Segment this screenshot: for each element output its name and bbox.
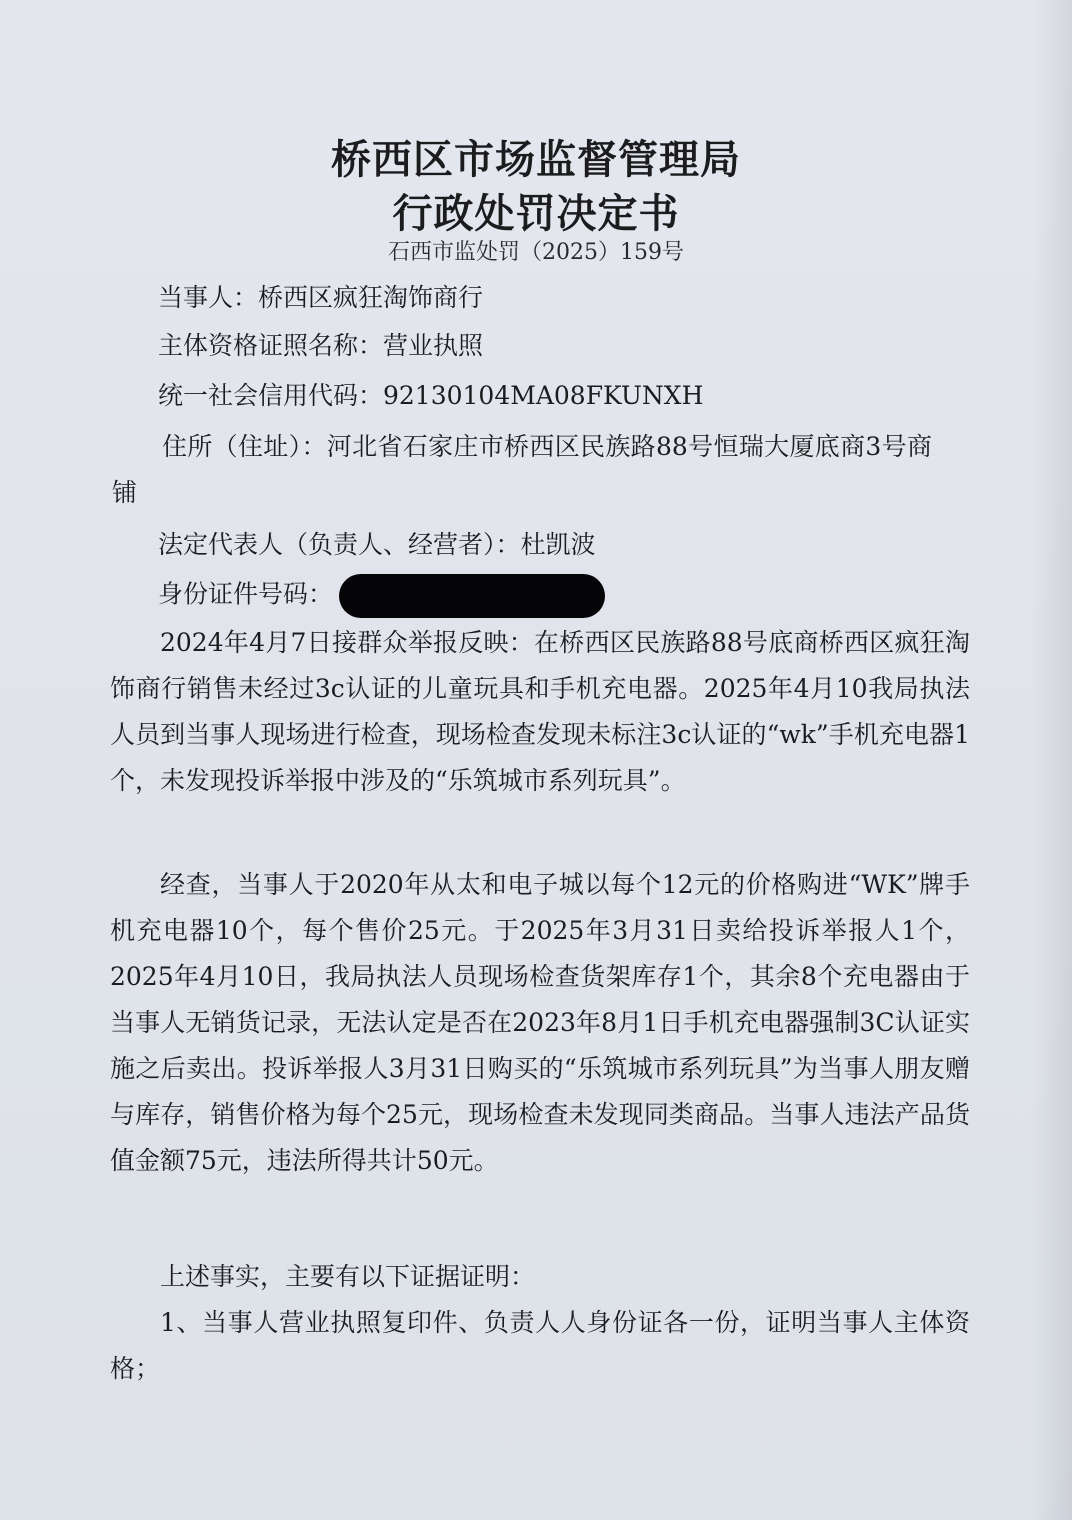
paragraph-evidence-intro: 上述事实，主要有以下证据证明： [160, 1262, 536, 1291]
address-field: 住所（住址）：河北省石家庄市桥西区民族路88号恒瑞大厦底商3号商铺 [112, 432, 932, 507]
party-field: 当事人：桥西区疯狂淘饰商行 [158, 283, 484, 312]
id-number-label: 身份证件号码： [158, 579, 334, 609]
legal-rep-field: 法定代表人（负责人、经营者）：杜凯波 [158, 530, 596, 559]
credit-code-field: 统一社会信用代码：92130104MA08FKUNXH [158, 381, 704, 410]
redaction-mark [339, 574, 605, 618]
license-name-field: 主体资格证照名称：营业执照 [158, 331, 484, 360]
document-number: 石西市监处罚（2025）159号 [388, 240, 684, 265]
document-type-title: 行政处罚决定书 [392, 190, 680, 237]
agency-title: 桥西区市场监督管理局 [331, 136, 741, 183]
paragraph-investigation: 经查，当事人于2020年从太和电子城以每个12元的价格购进“WK”牌手机充电器10个，每个售价25元。于2025年3月31日卖给投诉举报人1个，2025年4月10日，我局执法人员现场检查货架库存1个，其余8个充电器由于当事人无销货记录，无法认定是否在2023年8月1日手机充电器强制3C认证实施之后卖出。投诉举报人3月31日购买的“乐筑城市系列玩具”为当事人朋友赠与库存，销售价格为每个25元，现场检查未发现同类商品。当事人违法产品货值金额75元，违法所得共计50元。 [110, 870, 970, 1175]
paragraph-report: 2024年4月7日接群众举报反映：在桥西区民族路88号底商桥西区疯狂淘饰商行销售未经过3c认证的儿童玩具和手机充电器。2025年4月10我局执法人员到当事人现场进行检查，现场检查发现未标注3c认证的“wk”手机充电器1个，未发现投诉举报中涉及的“乐筑城市系列玩具”。 [110, 628, 970, 795]
id-number-field [158, 574, 605, 618]
paragraph-evidence-1: 1、当事人营业执照复印件、负责人人身份证各一份，证明当事人主体资格； [110, 1308, 970, 1383]
